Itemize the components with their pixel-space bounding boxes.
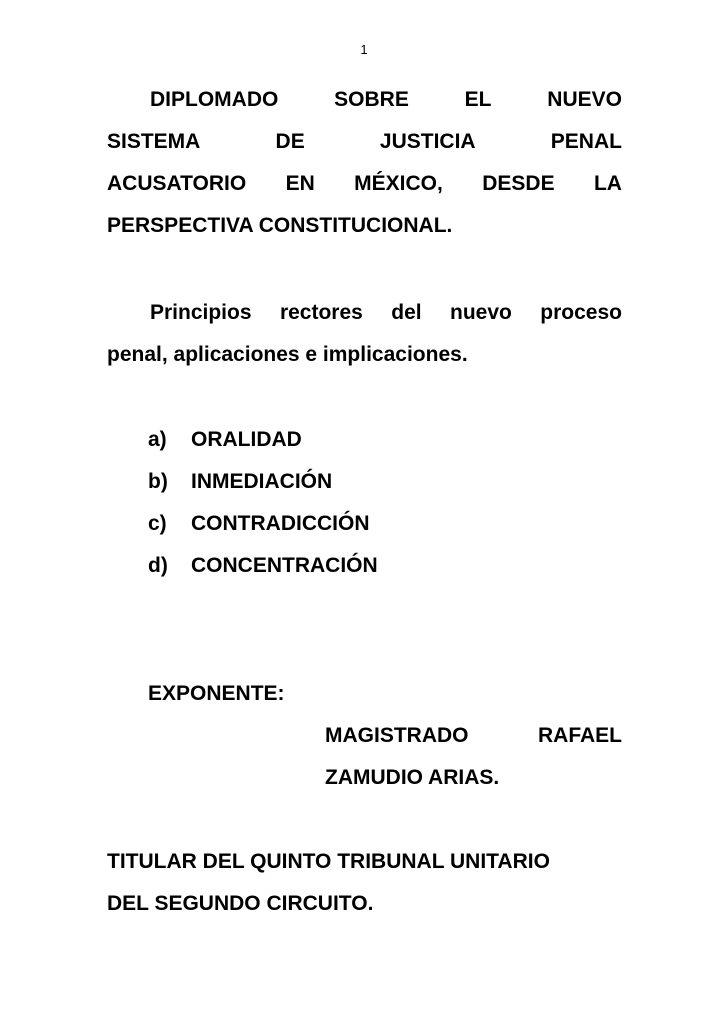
title-line-3 (107, 163, 622, 205)
list-item-label: INMEDIACIÓN (191, 470, 333, 493)
title-word: MÉXICO, (354, 172, 443, 195)
title-word: PENAL (550, 130, 622, 153)
subtitle-word: rectores (279, 301, 363, 324)
page-number: 1 (360, 42, 368, 57)
titular-text: TITULAR DEL QUINTO TRIBUNAL UNITARIO (107, 850, 550, 873)
titular-affiliation (107, 841, 622, 925)
titular-line-1 (107, 841, 622, 883)
title-word: DE (275, 130, 305, 153)
list-item (148, 545, 378, 587)
title-word: DESDE (482, 172, 555, 195)
list-item-label: CONCENTRACIÓN (191, 554, 378, 577)
subtitle-line-1 (107, 292, 622, 334)
list-marker: c) (148, 512, 167, 535)
title-word: LA (593, 172, 622, 195)
list-item-label: ORALIDAD (191, 428, 302, 451)
title-word: EN (285, 172, 315, 195)
list-marker: b) (148, 470, 168, 493)
list-marker: d) (148, 554, 168, 577)
subtitle-word: proceso (540, 301, 622, 324)
subtitle-line-2: penal, aplicaciones e implicaciones. (107, 343, 468, 366)
title-word: JUSTICIA (379, 130, 476, 153)
exponent-name (325, 715, 622, 799)
exponent-title: MAGISTRADO (325, 724, 469, 747)
title-word: EL (464, 88, 492, 111)
exponent-label: EXPONENTE: (148, 682, 285, 705)
list-item (148, 461, 378, 503)
title-line-2 (107, 121, 622, 163)
exponent-first-name: RAFAEL (538, 724, 622, 747)
subtitle-word: nuevo (450, 301, 512, 324)
list-item-label: CONTRADICCIÓN (191, 512, 370, 535)
list-item (148, 503, 378, 545)
title-word: SISTEMA (107, 130, 201, 153)
subtitle-word: del (391, 301, 422, 324)
title-word: ACUSATORIO (107, 172, 247, 195)
exponent-name-line-1 (325, 715, 622, 757)
title-word: DIPLOMADO (150, 88, 279, 111)
title-line-4: PERSPECTIVA CONSTITUCIONAL. (107, 214, 453, 237)
list-marker: a) (148, 428, 167, 451)
principles-list (148, 419, 378, 587)
subtitle-word: Principios (150, 301, 252, 324)
title-word: SOBRE (334, 88, 409, 111)
document-title (107, 79, 622, 247)
titular-line-2: DEL SEGUNDO CIRCUITO. (107, 892, 374, 915)
list-item (148, 419, 378, 461)
document-subtitle (107, 292, 622, 376)
exponent-name-line-2: ZAMUDIO ARIAS. (325, 766, 500, 789)
title-word: NUEVO (547, 88, 622, 111)
title-line-1 (107, 79, 622, 121)
